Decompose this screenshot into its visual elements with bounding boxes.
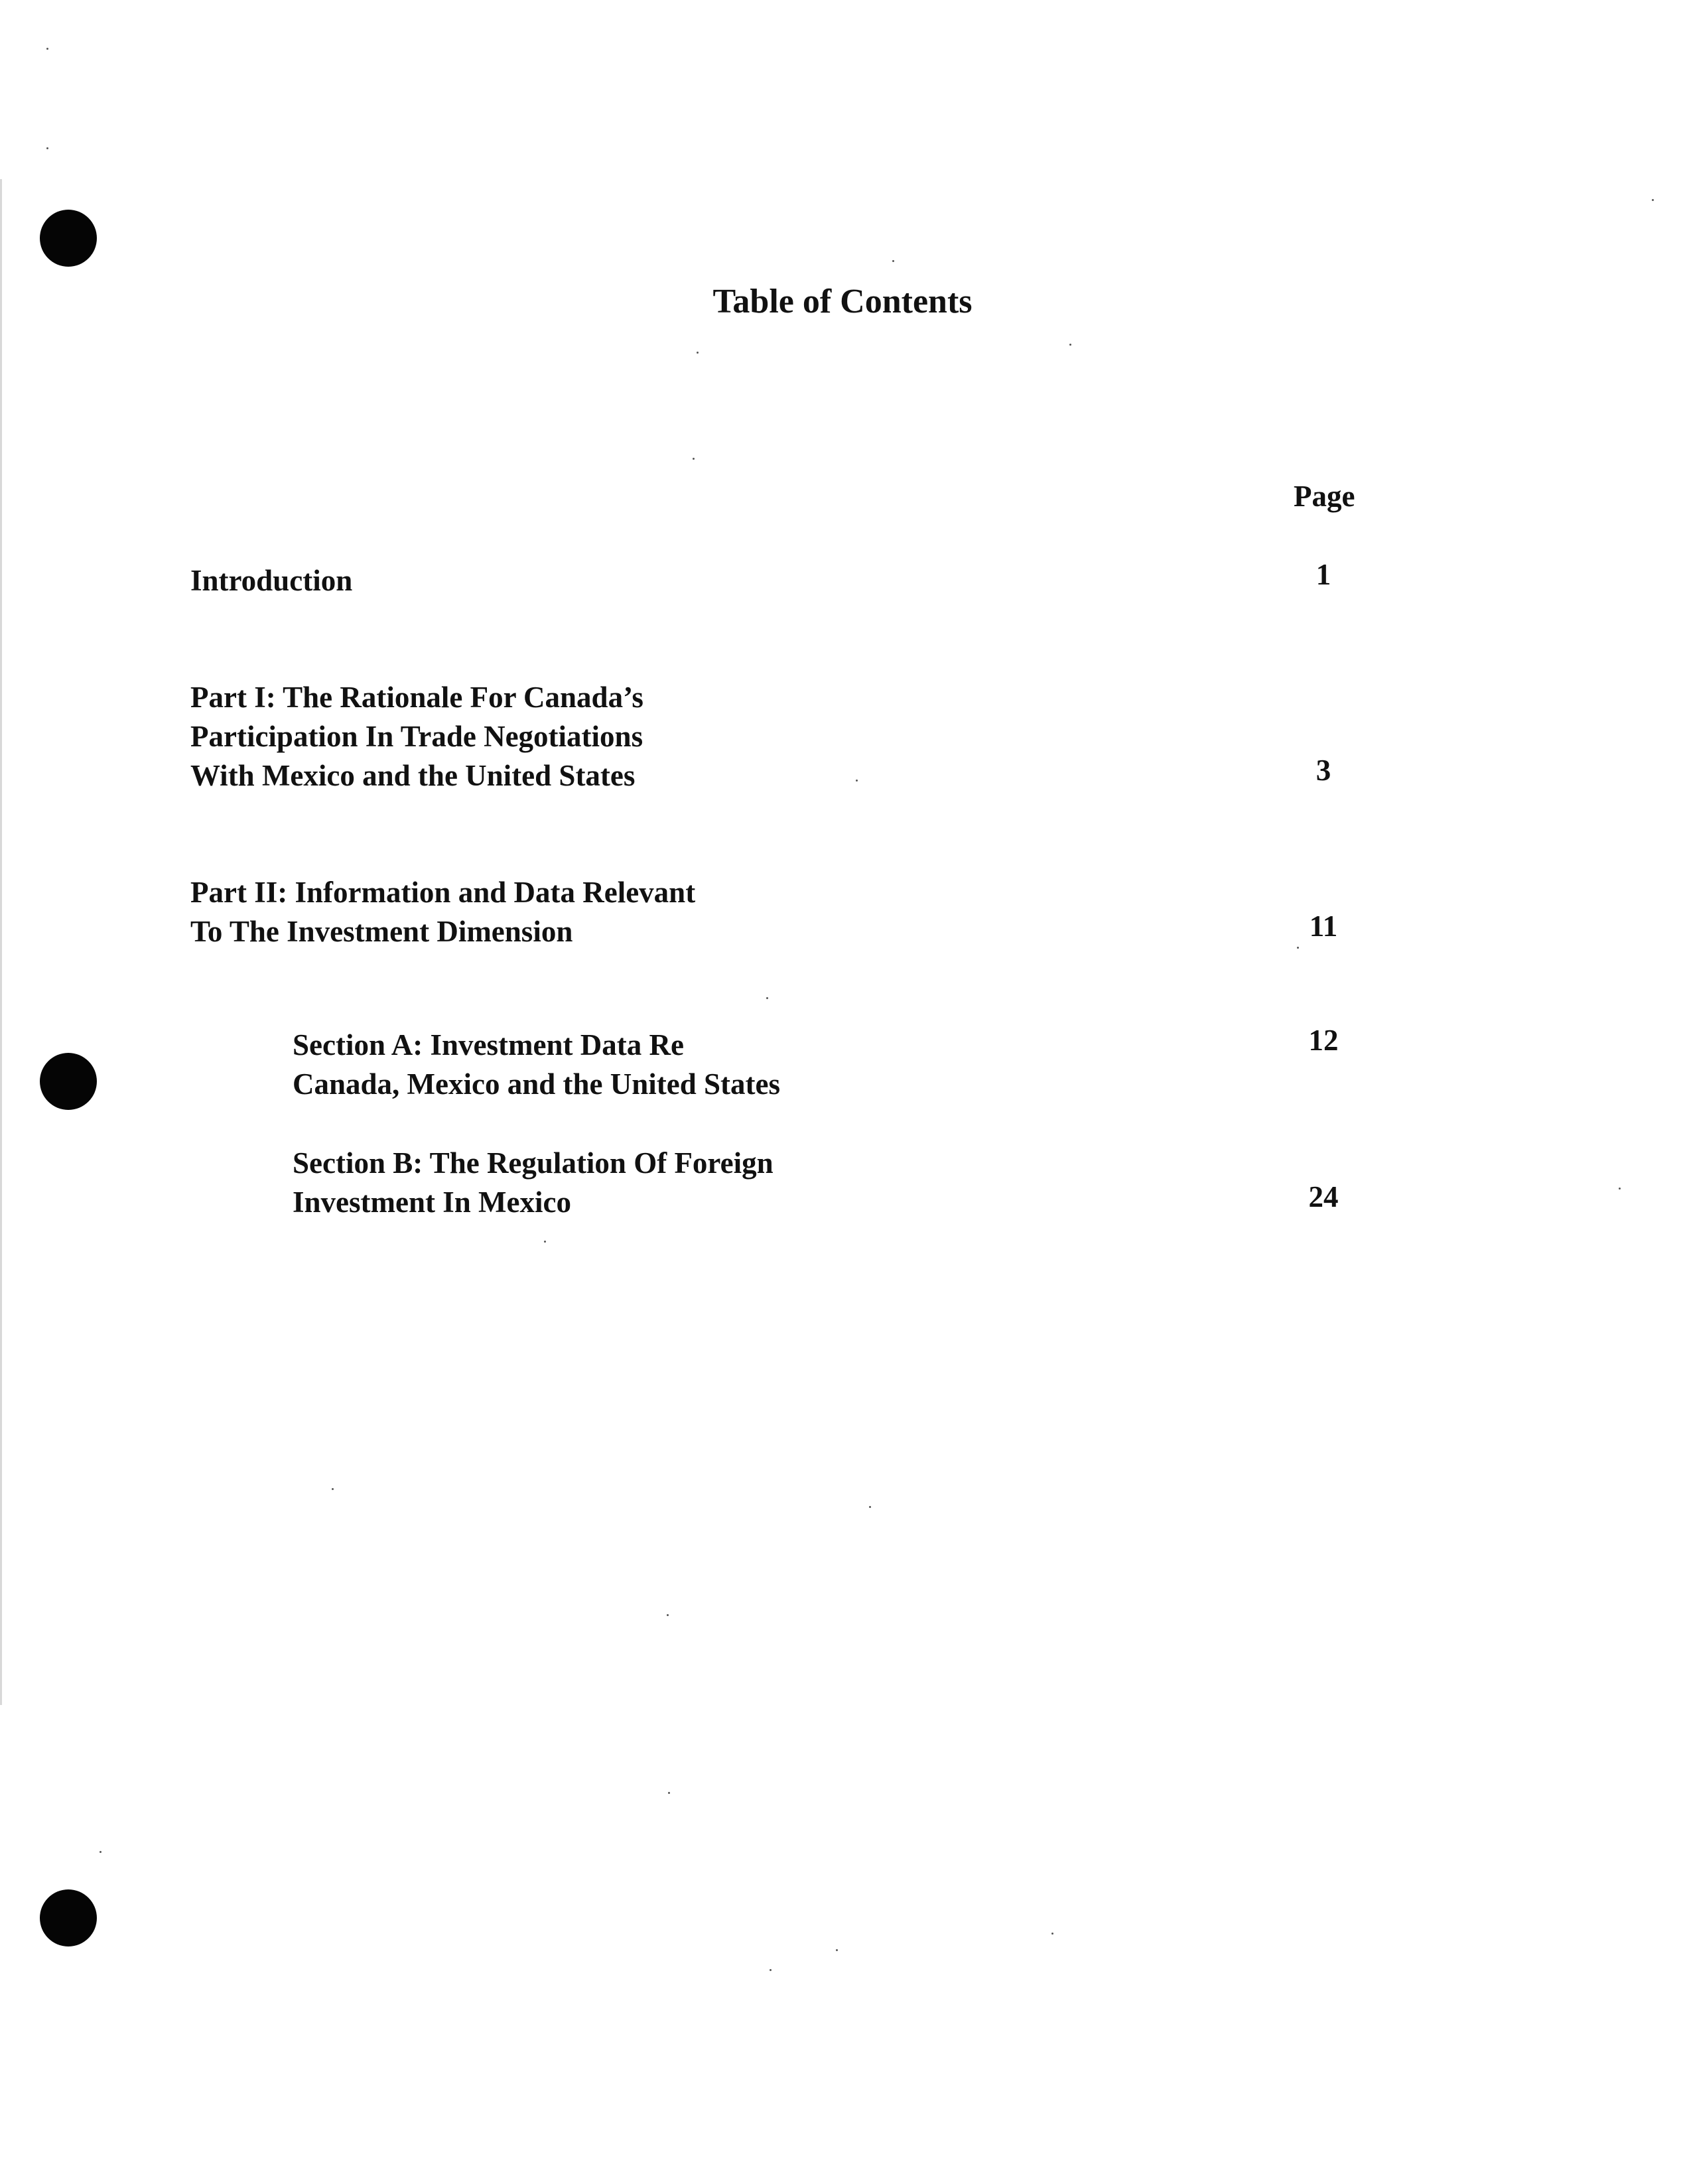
binder-hole-top-icon bbox=[40, 210, 97, 267]
toc-page-number: 3 bbox=[1315, 754, 1331, 787]
toc-entry-section-a[interactable] bbox=[293, 1026, 780, 1104]
toc-page-number: 11 bbox=[1309, 910, 1338, 943]
scan-speck bbox=[667, 1614, 669, 1616]
toc-entry-line: With Mexico and the United States bbox=[190, 759, 636, 792]
toc-entry-line: Part I: The Rationale For Canada’s bbox=[190, 681, 643, 714]
toc-entry-section-b[interactable] bbox=[293, 1144, 774, 1222]
toc-entry-line: Participation In Trade Negotiations bbox=[190, 720, 643, 753]
page-title: Table of Contents bbox=[712, 283, 973, 320]
scan-speck bbox=[836, 1949, 838, 1951]
toc-entry-introduction[interactable] bbox=[190, 561, 352, 600]
scan-speck bbox=[1051, 1933, 1053, 1935]
scan-speck bbox=[1619, 1188, 1621, 1190]
scan-speck bbox=[856, 780, 858, 782]
scan-speck bbox=[668, 1792, 670, 1794]
scan-speck bbox=[544, 1241, 546, 1243]
binder-hole-bottom-icon bbox=[40, 1889, 97, 1946]
toc-page-number: 24 bbox=[1308, 1180, 1339, 1213]
scan-speck bbox=[332, 1488, 334, 1490]
scan-speck bbox=[770, 1969, 772, 1971]
scan-edge-line bbox=[0, 179, 2, 1705]
toc-entry-line: Introduction bbox=[190, 564, 353, 597]
scan-speck bbox=[766, 997, 768, 999]
scan-speck bbox=[1069, 344, 1071, 346]
scan-speck bbox=[1297, 947, 1299, 949]
toc-entry-line: Part II: Information and Data Relevant bbox=[190, 876, 696, 909]
scan-speck bbox=[693, 458, 695, 460]
toc-entry-part-ii[interactable] bbox=[190, 873, 695, 951]
binder-hole-middle-icon bbox=[40, 1053, 97, 1110]
toc-page-number: 1 bbox=[1315, 558, 1331, 591]
scan-speck bbox=[869, 1506, 871, 1508]
toc-page-number: 12 bbox=[1308, 1024, 1339, 1057]
toc-entry-line: Investment In Mexico bbox=[293, 1186, 571, 1219]
scan-speck bbox=[1652, 199, 1654, 201]
scan-speck bbox=[697, 352, 699, 354]
scan-speck bbox=[892, 260, 894, 262]
page-column-header: Page bbox=[1294, 480, 1355, 513]
scan-speck bbox=[100, 1851, 101, 1853]
toc-entry-line: Section A: Investment Data Re bbox=[293, 1028, 684, 1061]
toc-entry-part-i[interactable] bbox=[190, 678, 643, 795]
scan-speck bbox=[46, 147, 48, 149]
toc-entry-line: To The Investment Dimension bbox=[190, 915, 573, 948]
toc-entry-line: Section B: The Regulation Of Foreign bbox=[293, 1146, 774, 1180]
toc-entry-line: Canada, Mexico and the United States bbox=[293, 1067, 781, 1101]
scan-speck bbox=[46, 48, 48, 50]
